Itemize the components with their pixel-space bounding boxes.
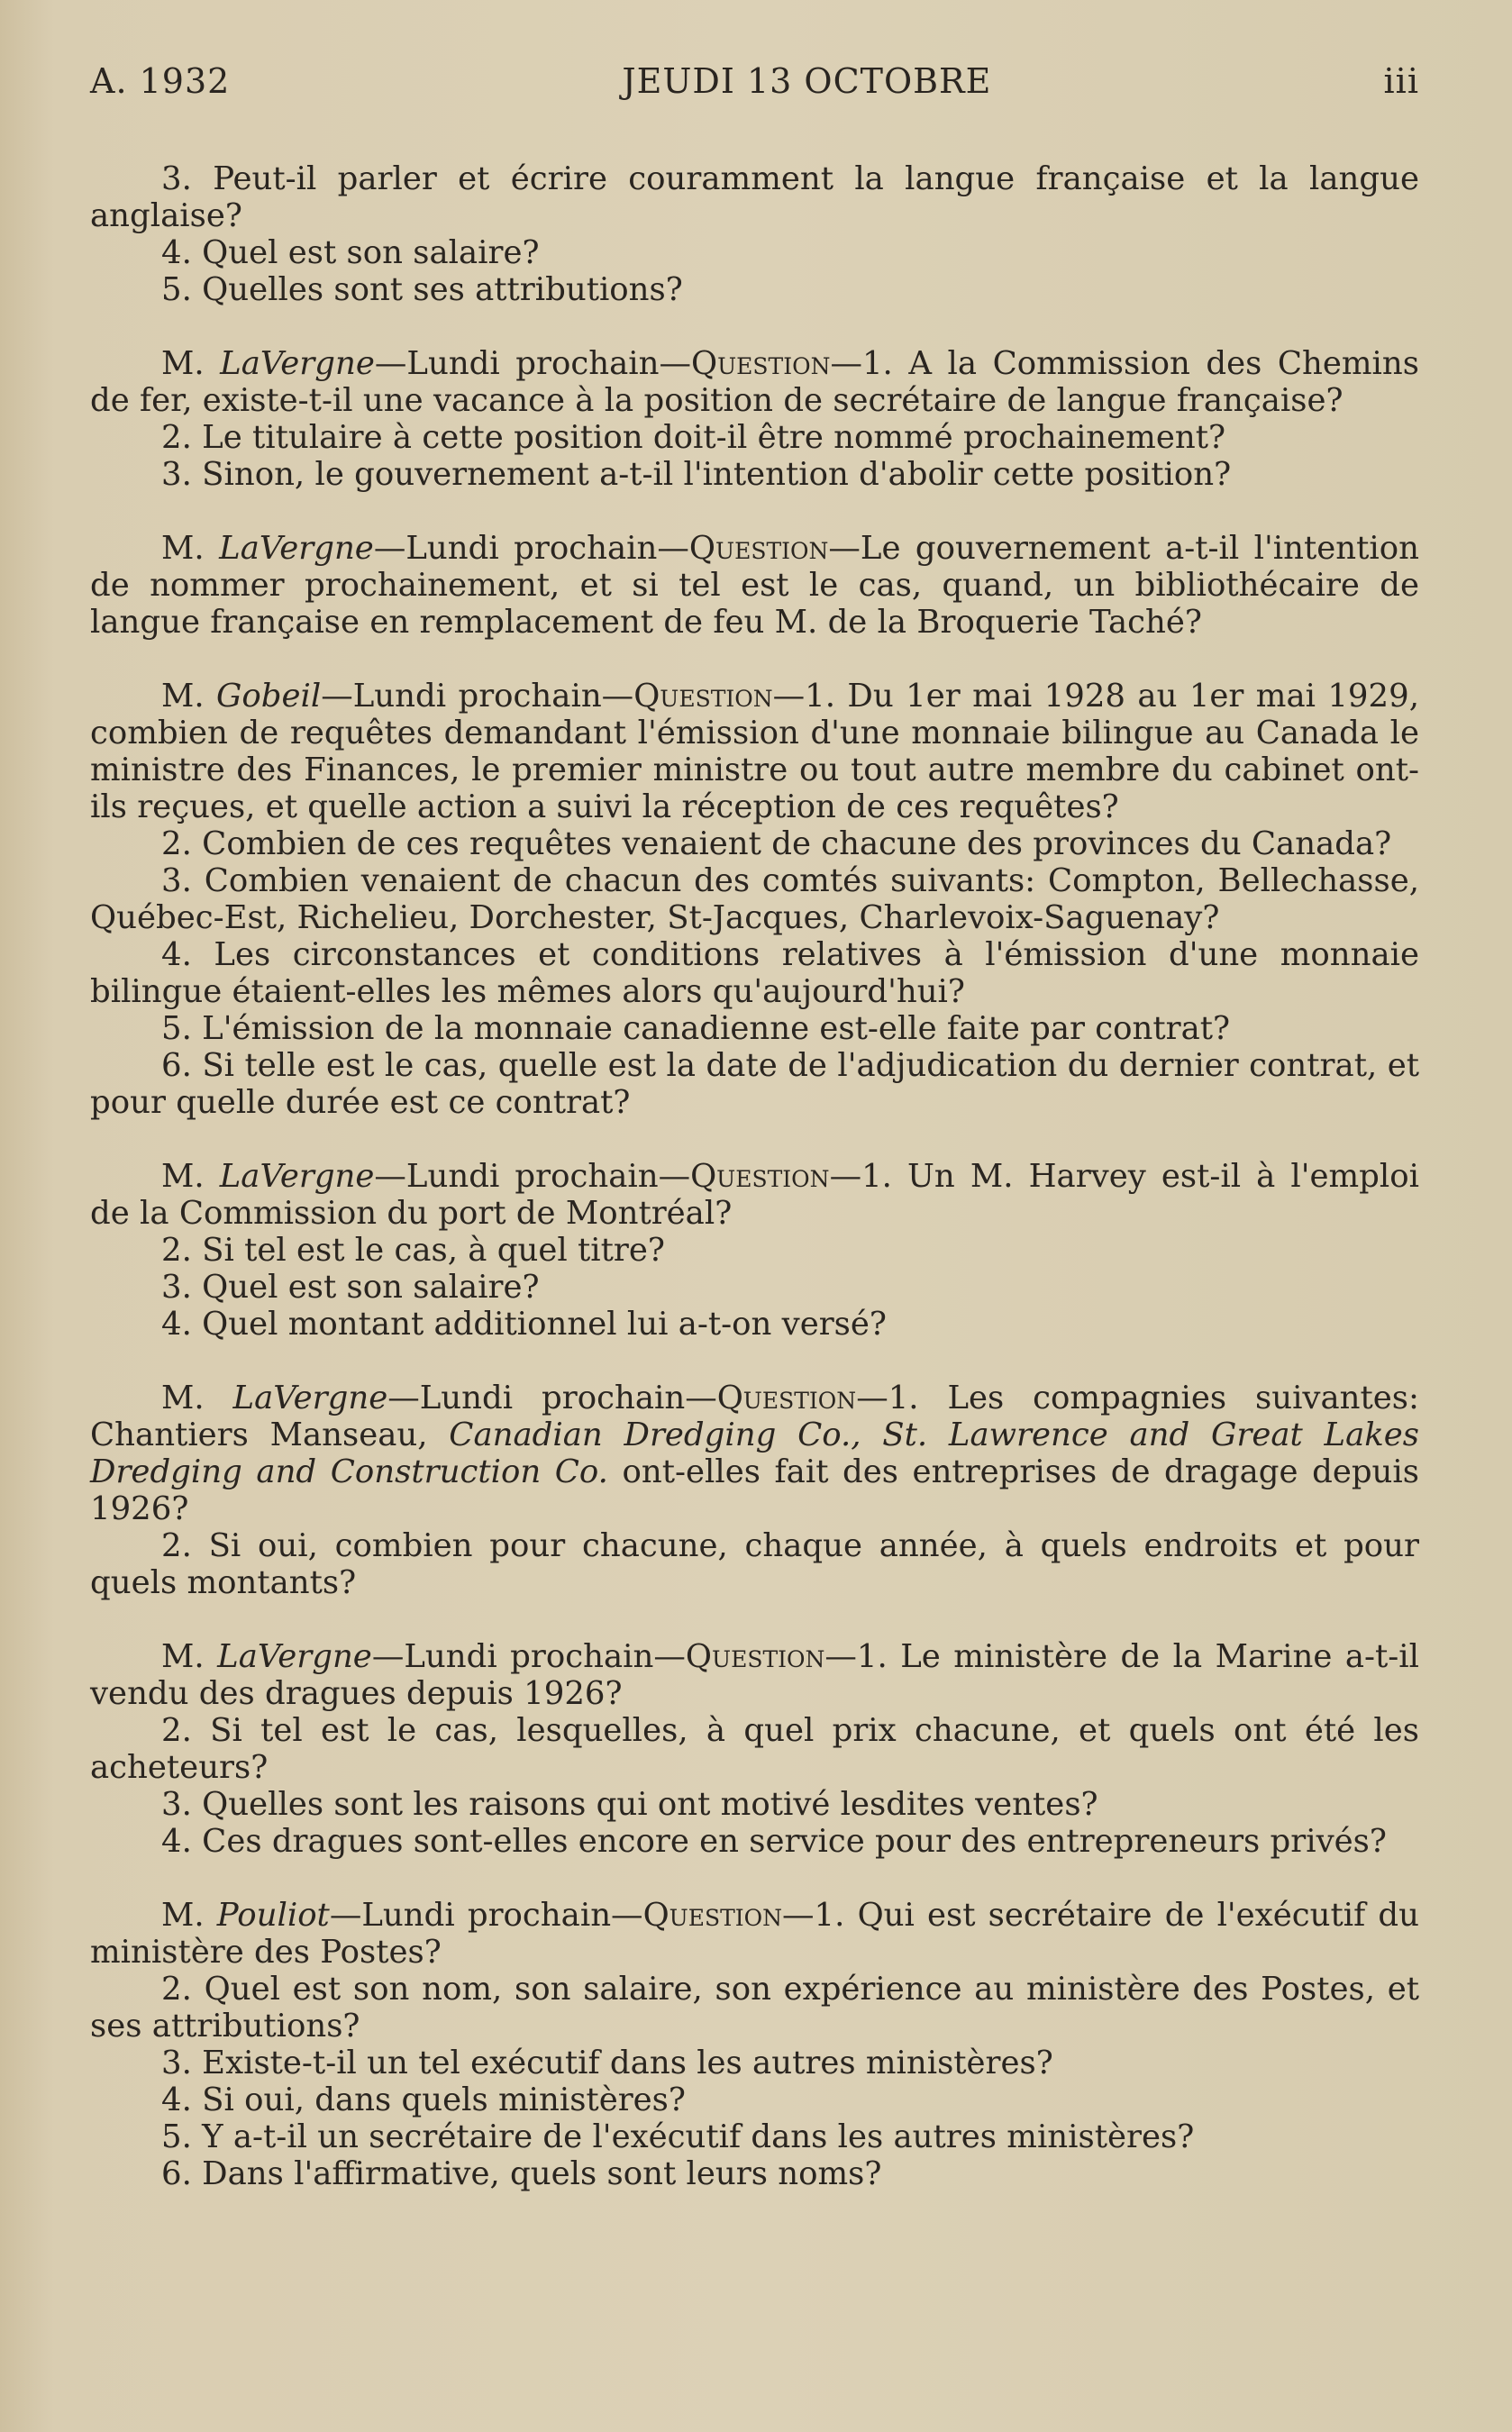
- question-line: 5. L'émission de la monnaie canadienne est-elle faite par contrat?: [161, 1010, 1231, 1047]
- question-text: —1. A la Commission des Chemins de fer, existe-t-il une vacance à la position de secrétaire de langue française?: [90, 345, 1419, 419]
- speaker-name: Gobeil: [216, 678, 322, 715]
- speaker-prefix: M.: [161, 1158, 205, 1195]
- question-label: Question: [685, 1638, 825, 1675]
- speaker-name: Pouliot: [216, 1897, 330, 1934]
- question-intro: [90, 345, 1419, 419]
- question-text-end: ont-elles fait des entreprises de dragage depuis 1926?: [90, 1453, 1419, 1527]
- question-label: Question: [690, 345, 831, 382]
- question-line: 2. Combien de ces requêtes venaient de chacune des provinces du Canada?: [161, 825, 1392, 862]
- question-line: 2. Si oui, combien pour chacune, chaque année, à quels endroits et pour quels montants?: [90, 1527, 1419, 1601]
- speaker-prefix: M.: [161, 1380, 205, 1416]
- speaker-prefix: M.: [161, 345, 205, 382]
- header-date: JEUDI 13 OCTOBRE: [622, 61, 992, 101]
- question-date: —Lundi prochain—: [373, 530, 689, 567]
- question-intro: [90, 678, 1419, 825]
- question-intro: [90, 1380, 1419, 1527]
- question-line: 2. Le titulaire à cette position doit-il être nommé prochainement?: [161, 419, 1226, 456]
- question-line: 3. Combien venaient de chacun des comtés suivants: Compton, Bellechasse, Québec-Est, Richelieu, Dorchester, St-Jacques, Charlevoix-Saguenay?: [90, 862, 1419, 936]
- question-text: —1. Un M. Harvey est-il à l'emploi de la Commission du port de Montréal?: [90, 1158, 1419, 1232]
- speaker-prefix: M.: [161, 1897, 205, 1934]
- question-line: 4. Quel est son salaire?: [161, 234, 540, 271]
- question-entry: [90, 345, 1419, 493]
- speaker-prefix: M.: [161, 530, 205, 567]
- question-intro: [90, 1638, 1419, 1712]
- question-line: 6. Si telle est le cas, quelle est la date de l'adjudication du dernier contrat, et pour quelle durée est ce contrat?: [90, 1047, 1419, 1121]
- question-label: Question: [642, 1897, 783, 1934]
- speaker-name: LaVergne: [219, 530, 374, 567]
- question-entry: [90, 1158, 1419, 1343]
- question-text: —Le gouvernement a-t-il l'intention de nommer prochainement, et si tel est le cas, quand, un bibliothécaire de langue française en remplacement de feu M. de la Broquerie Taché?: [90, 530, 1419, 641]
- question-entry: [90, 1638, 1419, 1860]
- question-date: —Lundi prochain—: [374, 1158, 691, 1195]
- question-entry: [90, 530, 1419, 641]
- question-text: —1. Le ministère de la Marine a-t-il vendu des dragues depuis 1926?: [90, 1638, 1419, 1712]
- question-label: Question: [688, 530, 829, 567]
- question-date: —Lundi prochain—: [387, 1380, 717, 1416]
- question-line: 5. Quelles sont ses attributions?: [161, 271, 683, 308]
- document-body: [90, 160, 1419, 2192]
- question-line: 6. Dans l'affirmative, quels sont leurs noms?: [161, 2155, 882, 2192]
- question-date: —Lundi prochain—: [329, 1897, 643, 1934]
- question-line: 4. Quel montant additionnel lui a-t-on versé?: [161, 1306, 887, 1343]
- question-line: 3. Existe-t-il un tel exécutif dans les autres ministères?: [161, 2045, 1053, 2081]
- company-names: Canadian Dredging Co., St. Lawrence and Great Lakes Dredging and Construction Co.: [90, 1416, 1419, 1490]
- question-text: —1. Les compagnies suivantes: Chantiers Manseau,: [90, 1380, 1419, 1453]
- question-line: 3. Sinon, le gouvernement a-t-il l'intention d'abolir cette position?: [161, 456, 1232, 493]
- page-header: [90, 56, 1419, 106]
- question-label: Question: [690, 1158, 830, 1195]
- speaker-name: LaVergne: [219, 1158, 375, 1195]
- speaker-prefix: M.: [161, 1638, 205, 1675]
- question-entry: [90, 678, 1419, 1121]
- question-intro: [90, 1897, 1419, 1971]
- question-intro: [90, 1158, 1419, 1232]
- question-line: 5. Y a-t-il un secrétaire de l'exécutif dans les autres ministères?: [161, 2118, 1195, 2155]
- question-line: 3. Peut-il parler et écrire couramment la langue française et la langue anglaise?: [90, 160, 1419, 234]
- question-date: —Lundi prochain—: [321, 678, 634, 715]
- question-text: —1. Du 1er mai 1928 au 1er mai 1929, combien de requêtes demandant l'émission d'une monnaie bilingue au Canada le ministre des Finances, le premier ministre ou tout autre membre du cabinet ont-ils reçues, et quelle action a suivi la réception de ces requêtes?: [90, 678, 1419, 825]
- question-line: 4. Ces dragues sont-elles encore en service pour des entrepreneurs privés?: [161, 1823, 1387, 1860]
- header-year: A. 1932: [90, 61, 231, 101]
- question-date: —Lundi prochain—: [371, 1638, 686, 1675]
- question-entry: [90, 160, 1419, 308]
- question-entry: [90, 1380, 1419, 1601]
- page-number: iii: [1383, 61, 1419, 101]
- question-label: Question: [716, 1380, 857, 1416]
- question-line: 2. Si tel est le cas, à quel titre?: [161, 1232, 665, 1269]
- question-intro: [90, 530, 1419, 641]
- speaker-name: LaVergne: [220, 345, 375, 382]
- question-line: 3. Quelles sont les raisons qui ont motivé lesdites ventes?: [161, 1786, 1098, 1823]
- question-line: 2. Quel est son nom, son salaire, son expérience au ministère des Postes, et ses attributions?: [90, 1971, 1419, 2045]
- question-line: 3. Quel est son salaire?: [161, 1269, 540, 1306]
- question-entry: [90, 1897, 1419, 2192]
- speaker-prefix: M.: [161, 678, 205, 715]
- question-text: —1. Qui est secrétaire de l'exécutif du ministère des Postes?: [90, 1897, 1419, 1971]
- question-line: 4. Les circonstances et conditions relatives à l'émission d'une monnaie bilingue étaient-elles les mêmes alors qu'aujourd'hui?: [90, 936, 1419, 1010]
- speaker-name: LaVergne: [217, 1638, 372, 1675]
- question-line: 2. Si tel est le cas, lesquelles, à quel prix chacune, et quels ont été les acheteurs?: [90, 1712, 1419, 1786]
- speaker-name: LaVergne: [232, 1380, 388, 1416]
- question-date: —Lundi prochain—: [374, 345, 691, 382]
- question-label: Question: [633, 678, 773, 715]
- question-line: 4. Si oui, dans quels ministères?: [161, 2081, 686, 2118]
